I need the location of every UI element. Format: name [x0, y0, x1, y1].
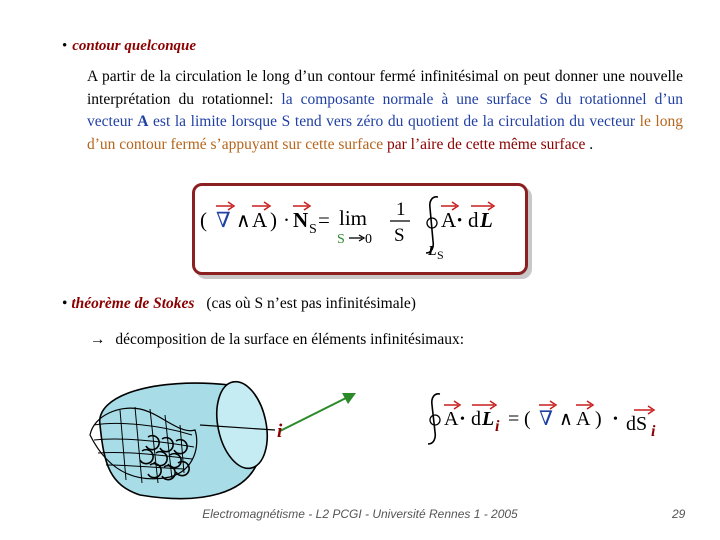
normal-vector-arrow — [280, 395, 352, 431]
para-part-6: du quotient de la circulation du vecteur — [383, 113, 640, 130]
decomposition-text: décomposition de la surface en éléments infinitésimaux: — [115, 331, 465, 348]
bullet: • — [62, 295, 68, 312]
page-number: 29 — [672, 507, 686, 521]
formula2-i2: i — [651, 423, 656, 440]
explanation-paragraph — [87, 66, 683, 156]
formula1-N-subscript: S — [309, 222, 317, 237]
stokes-note: (cas où S n’est pas infinitésimale) — [206, 295, 416, 312]
formula1-lparen: ( — [200, 208, 207, 232]
element-index-label: i — [277, 421, 283, 442]
formula2-bullet: • — [460, 412, 465, 427]
formula1-integral-subscript-S: S — [437, 248, 444, 262]
para-part-9: par l’aire de cette même surface — [386, 135, 586, 153]
formula2-d: d — [471, 408, 481, 430]
stokes-element-formula — [422, 390, 698, 450]
formula2-bullet2: • — [613, 412, 618, 427]
formula2-equals: = — [508, 408, 520, 430]
para-part-10: . — [585, 135, 594, 153]
formula1-lim-subscript-S: S — [337, 232, 345, 247]
formula1-N: N — [293, 208, 309, 232]
rotational-limit-formula — [192, 183, 532, 283]
formula2-i: i — [495, 418, 500, 435]
formula1-nabla: ∇ — [216, 208, 231, 232]
formula1-integral-subscript-L: L — [428, 244, 437, 259]
formula1-dot: · — [283, 208, 290, 232]
formula1-A2: A — [441, 208, 457, 232]
footer-text: Electromagnétisme - L2 PCGI - Université Rennes 1 - 2005 — [202, 507, 518, 521]
bullet: • — [62, 38, 68, 54]
right-arrow: → — [90, 331, 106, 348]
para-part-4: est la limite — [148, 113, 232, 130]
formula1-numerator: 1 — [396, 199, 406, 220]
formula2-rparen: ) — [595, 408, 602, 430]
formula1-L: L — [480, 208, 493, 232]
formula2-nabla: ∇ — [539, 408, 553, 430]
para-part-2: la composante normale à une surface S du rotationnel d’un vecteur — [87, 90, 684, 130]
formula1-denominator: S — [394, 225, 405, 246]
formula1-lim-subscript-0: 0 — [365, 232, 372, 247]
formula2-A2: A — [576, 408, 591, 430]
formula1-A: A — [252, 208, 268, 232]
surface-decomposition-figure — [80, 355, 400, 515]
para-part-1: A partir de la circulation le long d’un contour fermé infinitésimal on peut donner une nouvelle interprétation du rotationnel: — [87, 68, 683, 108]
section-title-text: contour quelconque — [72, 38, 197, 54]
formula2-lparen: ( — [524, 408, 531, 430]
para-part-7: le long d’un contour fermé s’appuyant sur cette surface — [87, 113, 683, 153]
formula1-equals: = — [318, 208, 330, 232]
stokes-theorem-title: théorème de Stokes — [71, 295, 195, 312]
formula1-lim: lim — [339, 206, 368, 230]
formula1-wedge: ∧ — [236, 210, 251, 232]
section-contour-title — [62, 38, 196, 55]
decomposition-line — [90, 331, 464, 349]
para-part-3: A — [137, 113, 149, 130]
contour-integral-circle — [430, 415, 440, 425]
formula2-wedge: ∧ — [559, 409, 573, 430]
formula1-rparen: ) — [270, 208, 277, 232]
formula2-dS: dS — [626, 413, 648, 435]
formula2-L: L — [482, 408, 495, 430]
formula1-d: d — [468, 208, 479, 232]
formula2-A: A — [444, 408, 459, 430]
formula1-bullet: • — [457, 213, 463, 229]
para-part-5: lorsque S tend vers zéro — [231, 113, 384, 130]
stokes-theorem-line — [62, 295, 416, 313]
